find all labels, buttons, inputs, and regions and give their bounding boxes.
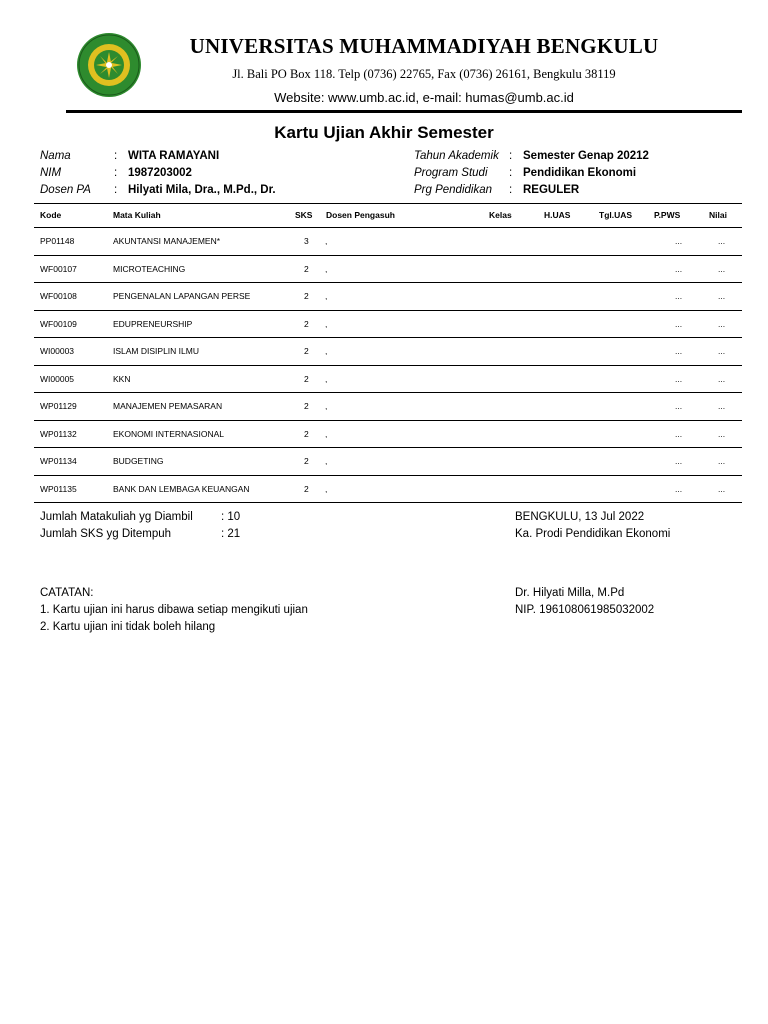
col-nilai: Nilai — [709, 210, 727, 220]
table-row — [0, 421, 768, 449]
col-huas: H.UAS — [544, 210, 571, 220]
cell-dosen: , — [325, 483, 328, 494]
cell-sks: 2 — [304, 318, 309, 329]
cell-sks: 2 — [304, 373, 309, 384]
cell-ppws: ... — [675, 401, 683, 411]
cell-sks: 2 — [304, 483, 309, 494]
cell-kode: WF00107 — [40, 263, 77, 274]
cell-ppws: ... — [675, 456, 683, 466]
cell-ppws: ... — [675, 346, 683, 356]
signer-name: Dr. Hilyati Milla, M.Pd — [515, 587, 625, 599]
university-logo — [76, 32, 142, 98]
col-kelas: Kelas — [489, 210, 512, 220]
col-dosen-pengasuh: Dosen Pengasuh — [326, 210, 395, 220]
cell-kode: WF00109 — [40, 318, 77, 329]
cell-ppws: ... — [675, 483, 683, 494]
note-item: 1. Kartu ujian ini harus dibawa setiap mengikuti ujian — [40, 604, 308, 616]
table-row — [0, 256, 768, 284]
tahun-akademik-value: Semester Genap 20212 — [523, 150, 649, 162]
cell-mk: PENGENALAN LAPANGAN PERSE — [113, 291, 251, 301]
cell-nilai: ... — [718, 263, 726, 274]
cell-dosen: , — [325, 263, 328, 274]
cell-nilai: ... — [718, 373, 726, 384]
cell-kode: WP01129 — [40, 401, 77, 411]
prg-pendidikan-value: REGULER — [523, 184, 580, 196]
cell-sks: 2 — [304, 428, 309, 439]
colon: : — [114, 184, 118, 196]
document-title: Kartu Ujian Akhir Semester — [274, 123, 494, 142]
cell-mk: BANK DAN LEMBAGA KEUANGAN — [113, 483, 250, 494]
jumlah-sks-value: : 21 — [221, 528, 241, 540]
table-top-border — [34, 203, 742, 204]
cell-dosen: , — [325, 318, 328, 329]
cell-nilai: ... — [718, 236, 726, 246]
university-website: Website: www.umb.ac.id, e-mail: humas@umb.ac.id — [274, 90, 574, 105]
cell-ppws: ... — [675, 291, 683, 301]
cell-mk: EDUPRENEURSHIP — [113, 318, 193, 329]
table-row — [0, 338, 768, 366]
row-divider — [34, 502, 742, 503]
signer-nip: NIP. 196108061985032002 — [515, 604, 655, 616]
tahun-akademik-label: Tahun Akademik — [414, 150, 499, 162]
cell-nilai: ... — [718, 291, 726, 301]
nama-value: WITA RAMAYANI — [128, 150, 220, 162]
cell-kode: PP01148 — [40, 236, 75, 246]
header-divider — [66, 110, 742, 113]
table-row — [0, 393, 768, 421]
cell-mk: EKONOMI INTERNASIONAL — [113, 428, 224, 439]
program-studi-value: Pendidikan Ekonomi — [523, 167, 637, 179]
cell-ppws: ... — [675, 428, 683, 439]
cell-mk: MICROTEACHING — [113, 263, 186, 274]
university-address: Jl. Bali PO Box 118. Telp (0736) 22765, Fax (0736) 26161, Bengkulu 38119 — [232, 67, 616, 81]
cell-sks: 3 — [304, 236, 309, 246]
student-info-left — [40, 148, 276, 199]
cell-sks: 2 — [304, 346, 309, 356]
cell-nilai: ... — [718, 346, 726, 356]
table-row — [0, 476, 768, 504]
cell-nilai: ... — [718, 456, 726, 466]
jumlah-mk-value: : 10 — [221, 511, 241, 523]
colon: : — [509, 167, 513, 179]
colon: : — [509, 184, 513, 196]
table-row — [0, 366, 768, 394]
sign-place-date: BENGKULU, 13 Jul 2022 — [515, 511, 645, 523]
university-name: UNIVERSITAS MUHAMMADIYAH BENGKULU — [189, 34, 659, 58]
cell-kode: WI00003 — [40, 346, 75, 356]
cell-mk: AKUNTANSI MANAJEMEN* — [113, 236, 221, 246]
program-studi-label: Program Studi — [414, 167, 488, 179]
nim-label: NIM — [40, 167, 62, 179]
table-row — [0, 228, 768, 256]
table-row — [0, 311, 768, 339]
sign-role: Ka. Prodi Pendidikan Ekonomi — [515, 528, 671, 540]
cell-kode: WF00108 — [40, 291, 77, 301]
cell-kode: WP01132 — [40, 428, 77, 439]
table-header — [0, 210, 768, 222]
cell-ppws: ... — [675, 318, 683, 329]
jumlah-sks-label: Jumlah SKS yg Ditempuh — [40, 528, 172, 540]
cell-ppws: ... — [675, 373, 683, 384]
col-ppws: P.PWS — [654, 210, 681, 220]
cell-mk: KKN — [113, 373, 131, 384]
cell-dosen: , — [325, 456, 328, 466]
cell-kode: WI00005 — [40, 373, 75, 384]
cell-nilai: ... — [718, 483, 726, 494]
col-tgluas: Tgl.UAS — [599, 210, 633, 220]
cell-dosen: , — [325, 236, 328, 246]
table-row — [0, 283, 768, 311]
colon: : — [509, 150, 513, 162]
cell-mk: ISLAM DISIPLIN ILMU — [113, 346, 199, 356]
cell-nilai: ... — [718, 428, 726, 439]
col-mata-kuliah: Mata Kuliah — [113, 210, 161, 220]
cell-ppws: ... — [675, 263, 683, 274]
colon: : — [114, 167, 118, 179]
nim-value: 1987203002 — [128, 167, 192, 179]
cell-nilai: ... — [718, 401, 726, 411]
jumlah-mk-label: Jumlah Matakuliah yg Diambil — [40, 511, 193, 523]
table-row — [0, 448, 768, 476]
colon: : — [114, 150, 118, 162]
cell-nilai: ... — [718, 318, 726, 329]
col-sks: SKS — [295, 210, 313, 220]
dosen-pa-label: Dosen PA — [40, 184, 91, 196]
cell-sks: 2 — [304, 456, 309, 466]
cell-dosen: , — [325, 346, 328, 356]
cell-sks: 2 — [304, 263, 309, 274]
cell-sks: 2 — [304, 401, 309, 411]
cell-mk: MANAJEMEN PEMASARAN — [113, 401, 223, 411]
cell-kode: WP01134 — [40, 456, 77, 466]
student-info-right — [414, 148, 649, 199]
notes-title: CATATAN: — [40, 587, 94, 599]
cell-sks: 2 — [304, 291, 309, 301]
cell-dosen: , — [325, 291, 328, 301]
cell-dosen: , — [325, 401, 328, 411]
cell-mk: BUDGETING — [113, 456, 164, 466]
dosen-pa-value: Hilyati Mila, Dra., M.Pd., Dr. — [128, 184, 276, 196]
cell-ppws: ... — [675, 236, 683, 246]
cell-dosen: , — [325, 428, 328, 439]
nama-label: Nama — [40, 150, 71, 162]
col-kode: Kode — [40, 210, 62, 220]
prg-pendidikan-label: Prg Pendidikan — [414, 184, 492, 196]
note-item: 2. Kartu ujian ini tidak boleh hilang — [40, 621, 216, 633]
cell-kode: WP01135 — [40, 483, 77, 494]
cell-dosen: , — [325, 373, 328, 384]
